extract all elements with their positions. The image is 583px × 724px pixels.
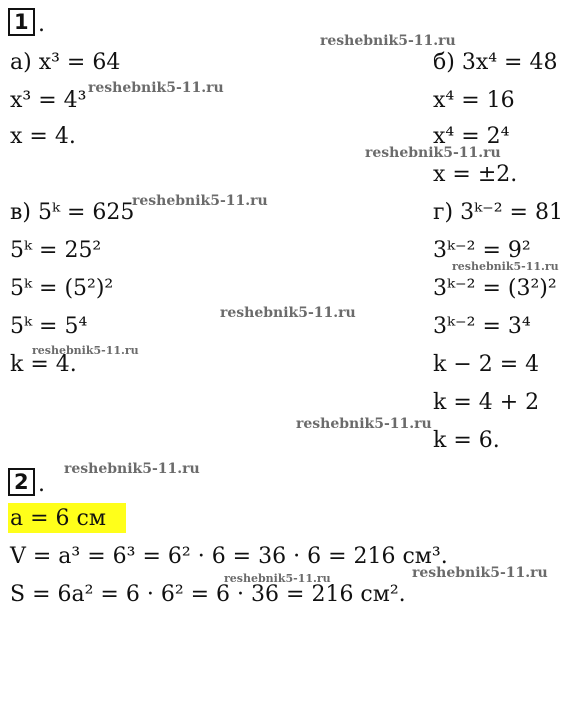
p1-g-line-2: 3ᵏ⁻² = 9² [433,238,531,263]
watermark: reshebnik5-11.ru [320,33,456,49]
p1-b-line-3: x⁴ = 2⁴ [433,124,510,149]
p1-b-line-2: x⁴ = 16 [433,88,515,113]
watermark: reshebnik5-11.ru [452,260,559,273]
watermark: reshebnik5-11.ru [296,416,432,432]
p1-v-line-5: k = 4. [10,352,77,377]
p1-v-line-4: 5ᵏ = 5⁴ [10,314,88,339]
watermark: reshebnik5-11.ru [220,305,356,321]
watermark: reshebnik5-11.ru [412,565,548,581]
problem-1-dot: . [38,12,45,37]
watermark: reshebnik5-11.ru [132,193,268,209]
p1-a-line-2: x³ = 4³ [10,88,87,113]
p1-a-line-1: а) x³ = 64 [10,50,121,75]
p1-g-line-1: г) 3ᵏ⁻² = 81 [433,200,563,225]
p1-g-line-4: 3ᵏ⁻² = 3⁴ [433,314,531,339]
p1-g-line-6: k = 4 + 2 [433,390,540,415]
volume-formula: V = a³ = 6³ = 6² · 6 = 36 · 6 = 216 см³. [10,544,448,569]
p1-g-line-7: k = 6. [433,428,500,453]
watermark: reshebnik5-11.ru [32,344,139,357]
p1-v-line-2: 5ᵏ = 25² [10,238,102,263]
surface-formula: S = 6a² = 6 · 6² = 6 · 36 = 216 см². [10,582,406,607]
p1-a-line-3: x = 4. [10,124,76,149]
watermark: reshebnik5-11.ru [365,145,501,161]
p1-b-line-1: б) 3x⁴ = 48 [433,50,558,75]
watermark: reshebnik5-11.ru [88,80,224,96]
p1-v-line-1: в) 5ᵏ = 625 [10,200,135,225]
problem-2-number: 2 [8,468,35,496]
watermark: reshebnik5-11.ru [224,572,331,585]
p1-b-line-4: x = ±2. [433,162,518,187]
p1-v-line-3: 5ᵏ = (5²)² [10,276,114,301]
given-value: a = 6 см [10,506,106,531]
watermark: reshebnik5-11.ru [64,461,200,477]
problem-2-dot: . [38,472,45,497]
p1-g-line-5: k − 2 = 4 [433,352,540,377]
problem-1-number: 1 [8,8,35,36]
p1-g-line-3: 3ᵏ⁻² = (3²)² [433,276,557,301]
